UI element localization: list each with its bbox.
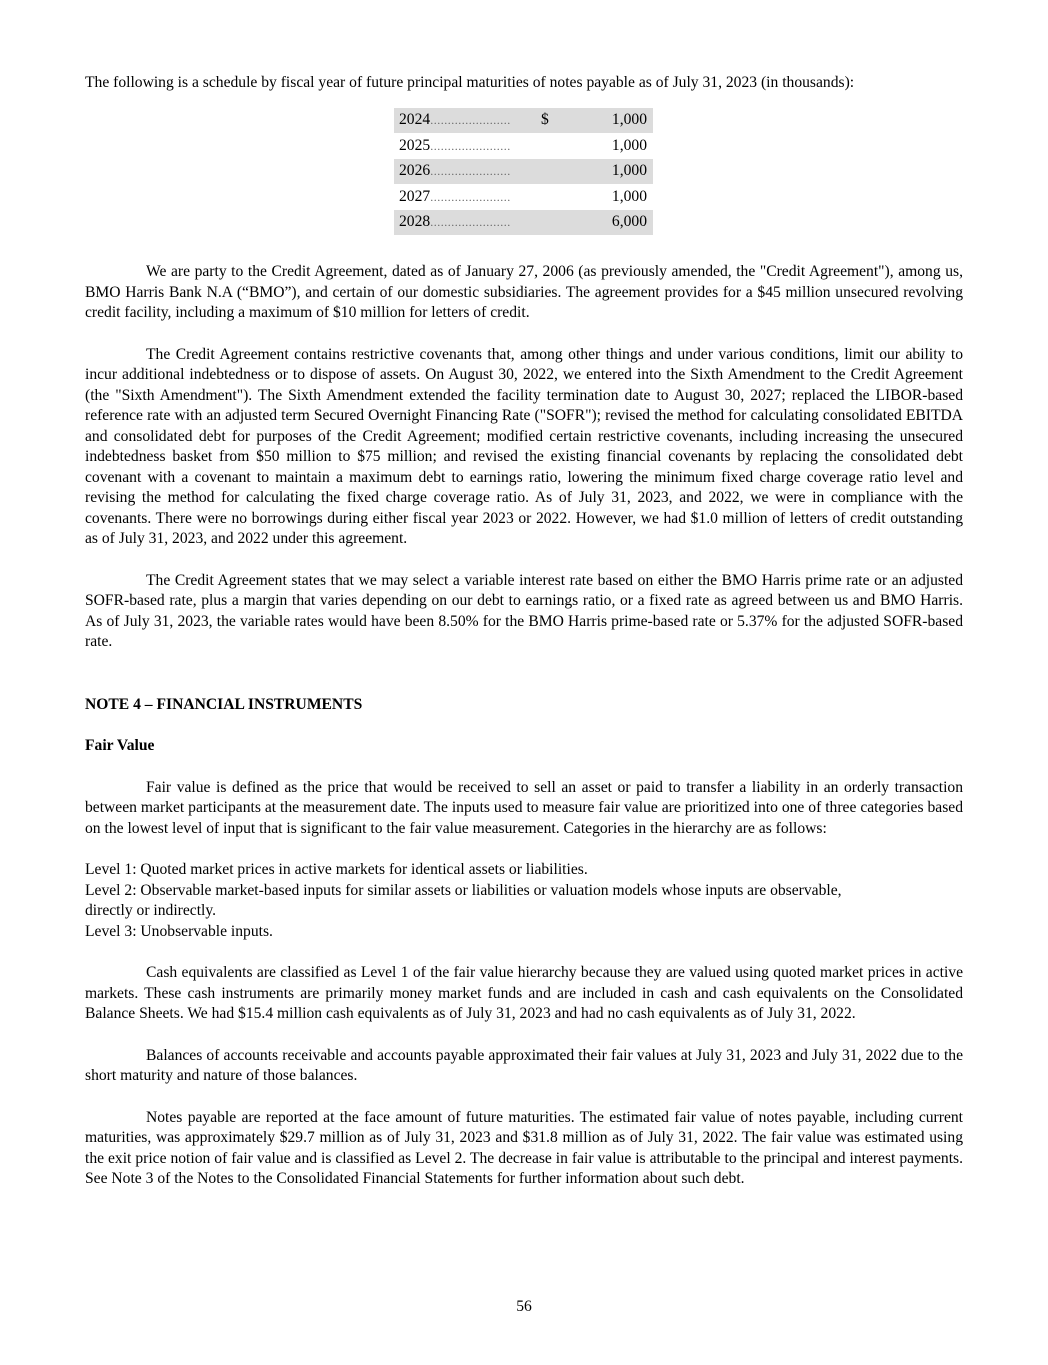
amount-cell: 1,000 xyxy=(555,108,653,134)
covenants-paragraph: The Credit Agreement contains restrictive covenants that, among other things and under various conditions, limit our ability to incur additional indebtedness or to dispose of assets. On August 30, 2022, we entered into the Sixth Amendment to the Credit Agreement (the "Sixth Amendment"). The Sixth Amendment extended the facility termination date to August 30, 2027; replaced the LIBOR-based reference rate with an adjusted term Secured Overnight Financing Rate ("SOFR"); revised the method for calculating consolidated EBITDA and consolidated debt for purposes of the Credit Agreement; modified certain restrictive covenants, including increasing the unsecured indebtedness basket from $50 million to $75 million; and revised the existing financial covenants by replacing the consolidated debt covenant with a covenant to maintain a maximum debt to earnings ratio, lowering the minimum fixed charge coverage ratio level and revising the method for calculating the fixed charge coverage ratio. As of July 31, 2023, and 2022, we were in compliance with the covenants. There were no borrowings during either fiscal year 2023 or 2022. However, we had $1.0 million of letters of credit outstanding as of July 31, 2023, and 2022 under this agreement. xyxy=(85,345,963,548)
page-number: 56 xyxy=(516,1298,532,1315)
year-cell: 2028....................... xyxy=(394,210,541,236)
amount-cell: 6,000 xyxy=(555,210,653,236)
table-row xyxy=(394,108,653,134)
currency-cell xyxy=(541,133,555,159)
level-line: directly or indirectly. xyxy=(85,902,217,920)
notes-payable-paragraph: Notes payable are reported at the face amount of future maturities. The estimated fair value of notes payable, including current maturities, was approximately $29.7 million as of July 31, 2023 and $31.8 million as of July 31, 2022. The fair value was estimated using the exit price notion of fair value and is classified as Level 2. The decrease in fair value is attributable to the principal and interest payments. See Note 3 of the Notes to the Consolidated Financial Statements for further information about such debt. xyxy=(85,1108,963,1188)
fair-value-definition-paragraph: Fair value is defined as the price that would be received to sell an asset or paid to transfer a liability in an orderly transaction between market participants at the measurement date. The inputs used to measure fair value are prioritized into one of three categories based on the lowest level of input that is significant to the fair value measurement. Categories in the hierarchy are as follows: xyxy=(85,778,963,837)
maturities-table xyxy=(394,108,653,236)
level-line: Level 1: Quoted market prices in active markets for identical assets or liabilities. xyxy=(85,861,588,879)
level-line: Level 3: Unobservable inputs. xyxy=(85,922,273,940)
year-cell: 2026....................... xyxy=(394,159,541,185)
amount-cell: 1,000 xyxy=(555,159,653,185)
note-heading: NOTE 4 – FINANCIAL INSTRUMENTS xyxy=(85,695,363,713)
fair-value-levels xyxy=(85,860,963,942)
year-cell: 2025....................... xyxy=(399,136,511,154)
currency-cell xyxy=(541,184,555,210)
level-line: Level 2: Observable market-based inputs for similar assets or liabilities or valuation models whose inputs are observable, xyxy=(85,881,842,899)
table-row xyxy=(394,159,653,185)
table-row xyxy=(394,210,653,236)
year-cell: 2027....................... xyxy=(399,187,511,205)
balances-paragraph: Balances of accounts receivable and accounts payable approximated their fair values at July 31, 2023 and July 31, 2022 due to the short maturity and nature of those balances. xyxy=(85,1046,963,1085)
maturities-intro: The following is a schedule by fiscal year of future principal maturities of notes payable as of July 31, 2023 (in thousands): xyxy=(85,74,855,91)
interest-rate-paragraph: The Credit Agreement states that we may select a variable interest rate based on either the BMO Harris prime rate or an adjusted SOFR-based rate, plus a margin that varies depending on our debt to earnings ratio, or a fixed rate as agreed between us and BMO Harris. As of July 31, 2023, the variable rates would have been 8.50% for the BMO Harris prime-based rate or 5.37% for the adjusted SOFR-based rate. xyxy=(85,571,963,651)
year-cell: 2024....................... xyxy=(394,108,541,134)
currency-cell: $ xyxy=(541,108,555,134)
cash-equivalents-paragraph: Cash equivalents are classified as Level 1 of the fair value hierarchy because they are valued using quoted market prices in active markets. These cash instruments are primarily money market funds and are included in cash and cash equivalents on the Consolidated Balance Sheets. We had $15.4 million cash equivalents as of July 31, 2023 and had no cash equivalents as of July 31, 2022. xyxy=(85,964,963,1023)
amount-cell: 1,000 xyxy=(611,136,647,154)
table-row xyxy=(394,184,653,210)
document-page xyxy=(85,73,963,1190)
fair-value-heading: Fair Value xyxy=(85,737,155,755)
table-row xyxy=(394,133,653,159)
currency-cell xyxy=(541,159,555,185)
amount-cell: 1,000 xyxy=(611,187,647,205)
credit-agreement-paragraph: We are party to the Credit Agreement, dated as of January 27, 2006 (as previously amended, the "Credit Agreement"), among us, BMO Harris Bank N.A (“BMO”), and certain of our domestic subsidiaries. The agreement provides for a $45 million unsecured revolving credit facility, including a maximum of $10 million for letters of credit. xyxy=(85,263,963,322)
currency-cell xyxy=(541,210,555,236)
